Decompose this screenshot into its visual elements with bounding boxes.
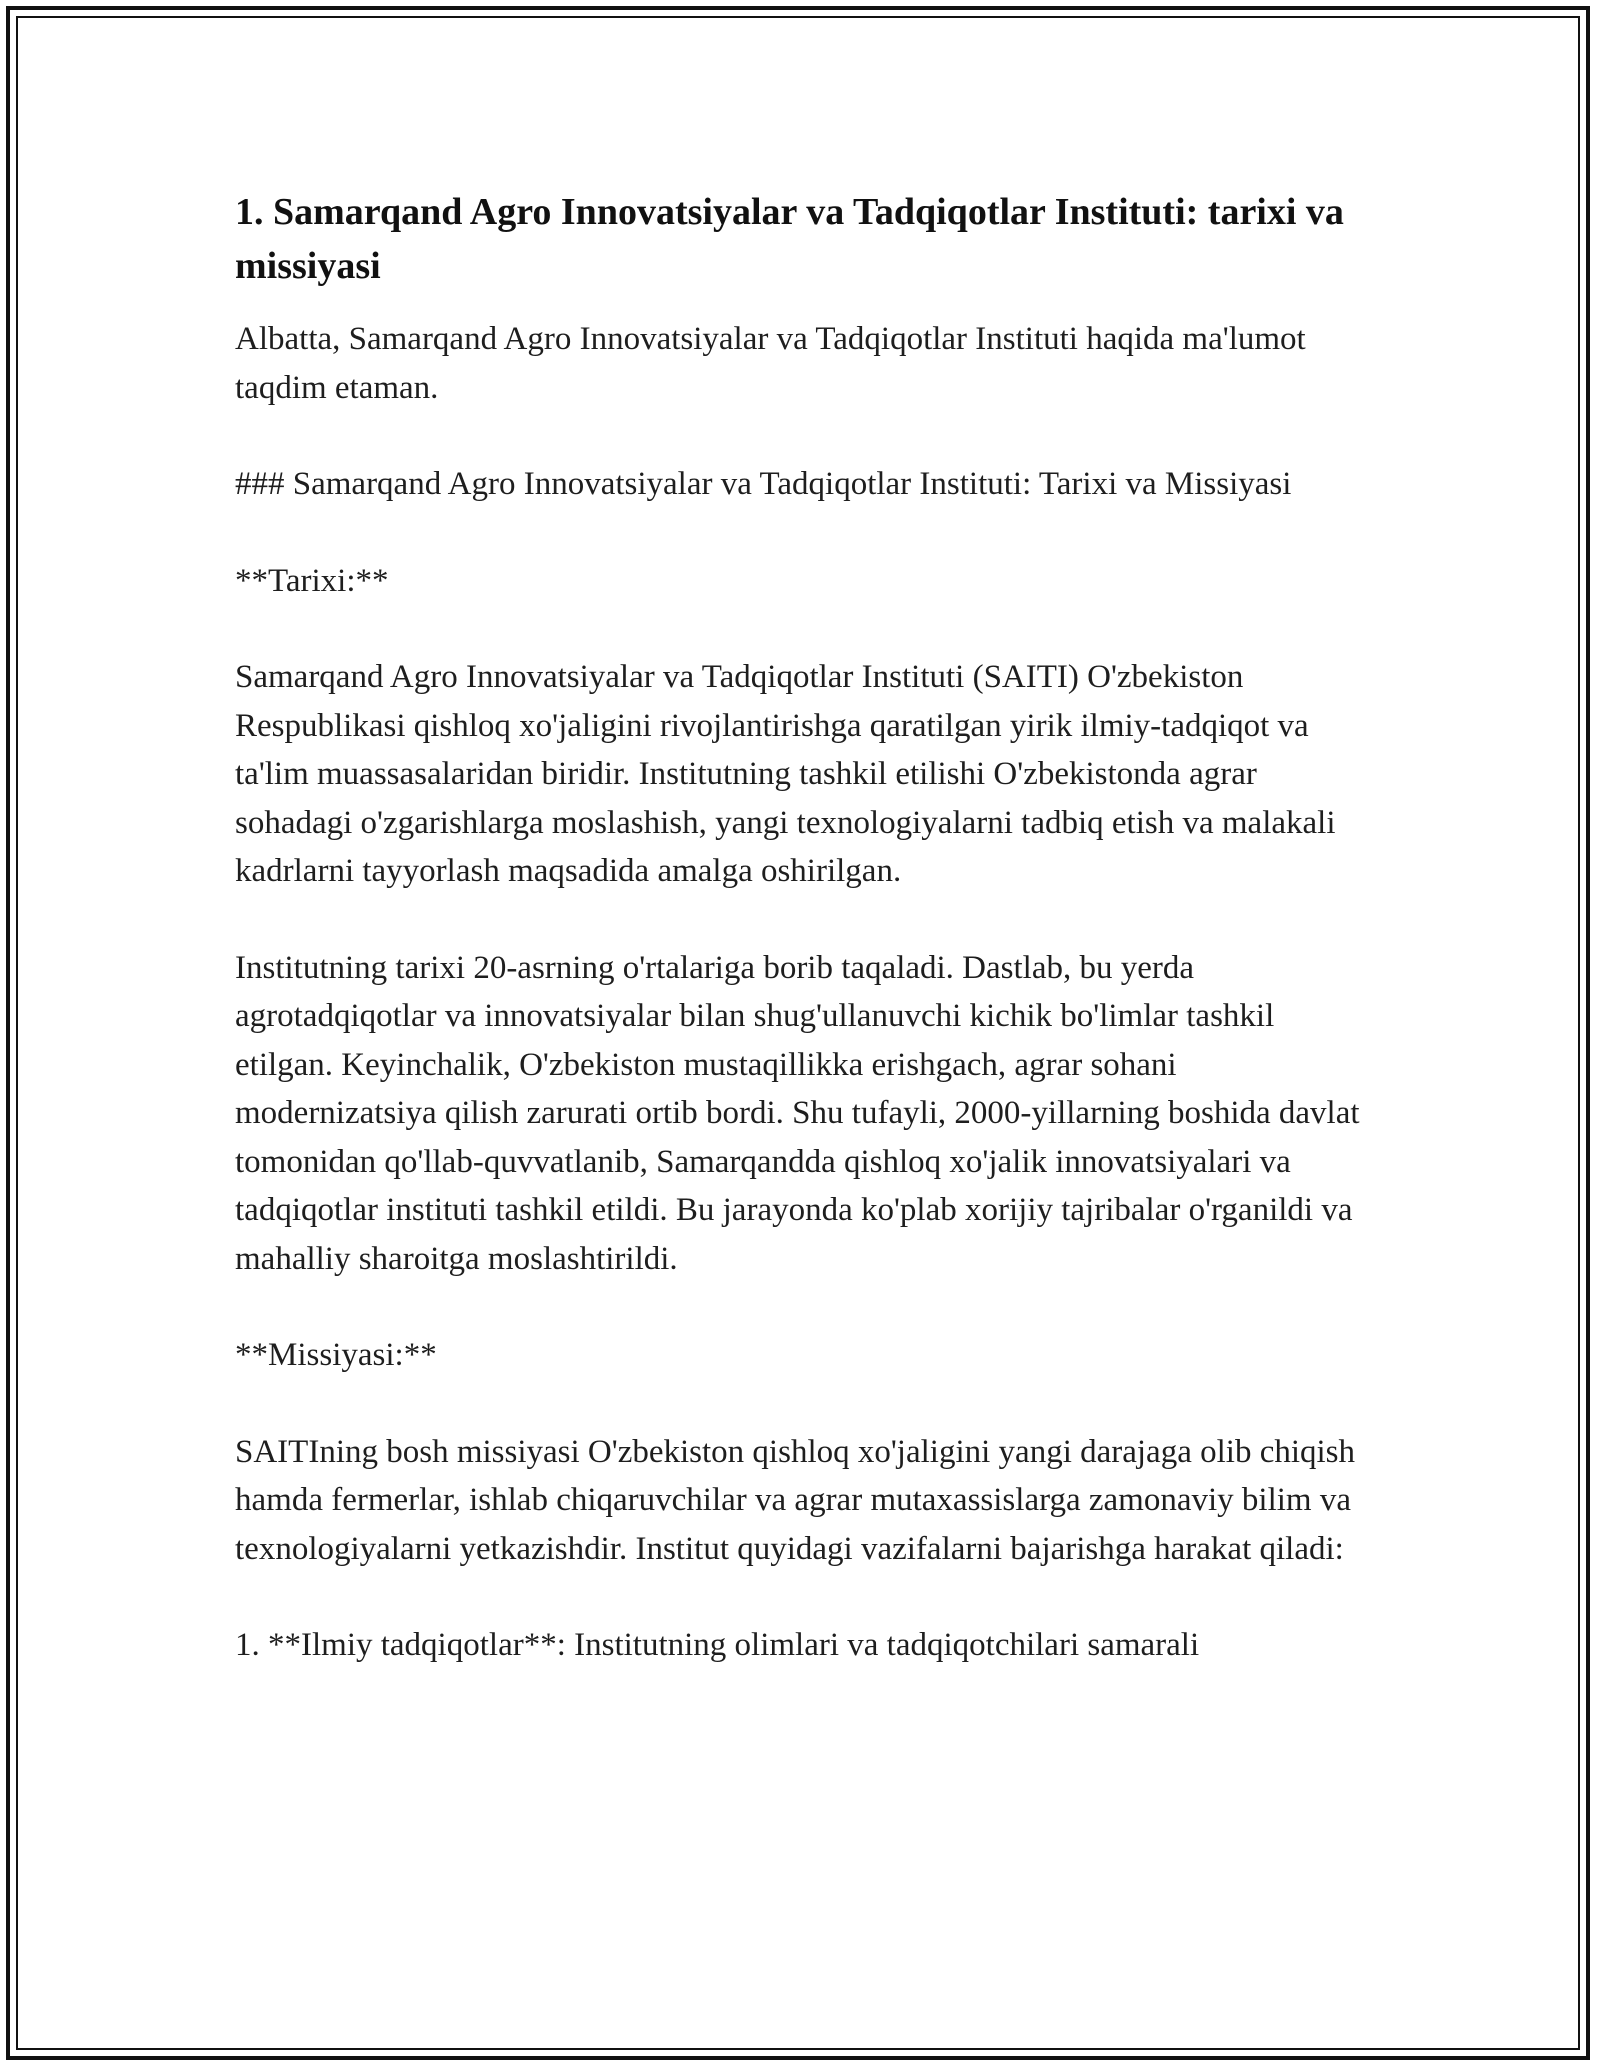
document-body — [235, 185, 1380, 1718]
paragraph-history-1: Samarqand Agro Innovatsiyalar va Tadqiqotlar Instituti (SAITI) O'zbekiston Respublikasi qishloq xo'jaligini rivojlantirishga qaratilgan yirik ilmiy-tadqiqot va ta'lim muassasalaridan biridir. Institutning tashkil etilishi O'zbekistonda agrar sohadagi o'zgarishlarga moslashish, yangi texnologiyalarni tadbiq etish va malakali kadrlarni tayyorlash maqsadida amalga oshirilgan. — [235, 659, 1336, 889]
paragraph-history-2: Institutning tarixi 20-asrning o'rtalariga borib taqaladi. Dastlab, bu yerda agrotadqiqotlar va innovatsiyalar bilan shug'ullanuvchi kichik bo'limlar tashkil etilgan. Keyinchalik, O'zbekiston mustaqillikka erishgach, agrar sohani modernizatsiya qilish zarurati ortib bordi. Shu tufayli, 2000-yillarning boshida davlat tomonidan qo'llab-quvvatlanib, Samarqandda qishloq xo'jalik innovatsiyalari va tadqiqotlar instituti tashkil etildi. Bu jarayonda ko'plab xorijiy tajribalar o'rganildi va mahalliy sharoitga moslashtirildi. — [235, 949, 1360, 1277]
document-title: 1. Samarqand Agro Innovatsiyalar va Tadqiqotlar Instituti: tarixi va missiyasi — [235, 191, 1344, 287]
paragraph-history-label: **Tarixi:** — [235, 562, 389, 599]
paragraph-mission: SAITIning bosh missiyasi O'zbekiston qishloq xo'jaligini yangi darajaga olib chiqish hamda fermerlar, ishlab chiqaruvchilar va agrar mutaxassislarga zamonaviy bilim va texnologiyalarni yetkazishdir. Institut quyidagi vazifalarni bajarishga harakat qiladi: — [235, 1433, 1356, 1567]
paragraph-subheading: ### Samarqand Agro Innovatsiyalar va Tadqiqotlar Instituti: Tarixi va Missiyasi — [235, 466, 1292, 502]
paragraph-list-item-1: 1. **Ilmiy tadqiqotlar**: Institutning olimlari va tadqiqotchilari samarali — [235, 1627, 1200, 1663]
paragraph-intro: Albatta, Samarqand Agro Innovatsiyalar va Tadqiqotlar Instituti haqida ma'lumot taqdim etaman. — [235, 321, 1306, 406]
paragraph-mission-label: **Missiyasi:** — [235, 1337, 437, 1373]
